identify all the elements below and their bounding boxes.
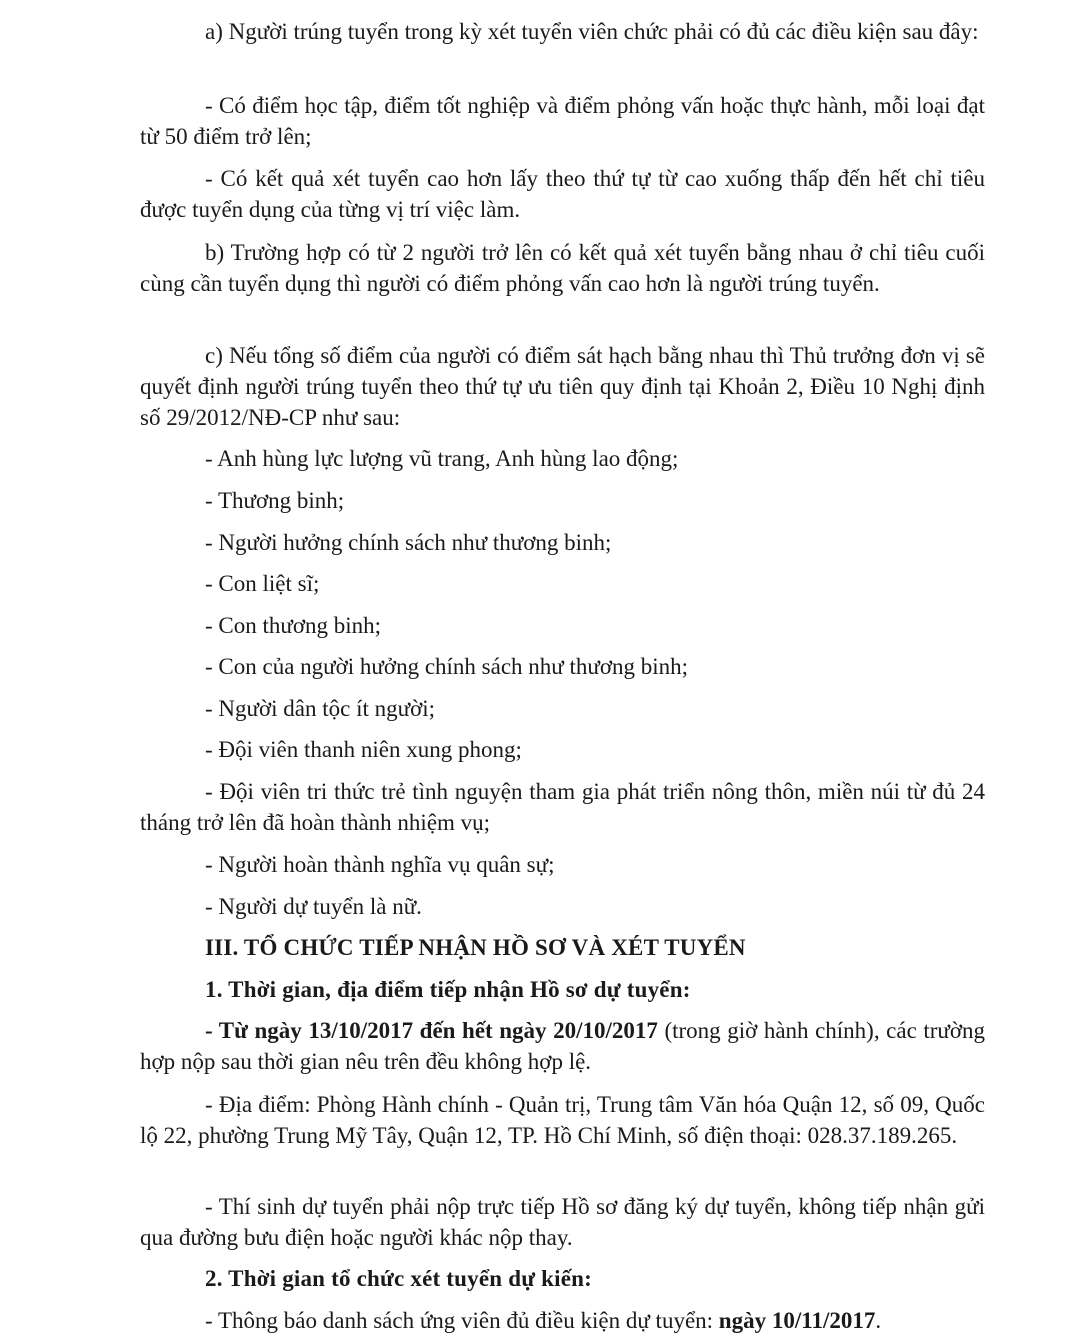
priority-item: - Người dân tộc ít người; — [205, 696, 436, 721]
priority-item: - Người dự tuyển là nữ. — [205, 894, 422, 919]
receiving-time-paragraph — [140, 1015, 985, 1077]
announcement-line — [205, 1305, 985, 1336]
priority-item-long: - Đội viên tri thức trẻ tình nguyện tham gia phát triển nông thôn, miền núi từ đủ 24 tháng trở lên đã hoàn thành nhiệm vụ; — [140, 779, 985, 835]
paragraph-c: c) Nếu tổng số điểm của người có điểm sát hạch bằng nhau thì Thủ trưởng đơn vị sẽ quyết định người trúng tuyển theo thứ tự ưu tiên quy định tại Khoản 2, Điều 10 Nghị định số 29/2012/NĐ-CP như sau: — [140, 343, 985, 430]
paragraph-b: b) Trường hợp có từ 2 người trở lên có kết quả xét tuyển bằng nhau ở chỉ tiêu cuối cùng cần tuyển dụng thì người có điểm phỏng vấn cao hơn là người trúng tuyển. — [140, 240, 985, 296]
section-title: III. TỔ CHỨC TIẾP NHẬN HỒ SƠ VÀ XÉT TUYỂN — [205, 935, 746, 960]
priority-item: - Đội viên thanh niên xung phong; — [205, 737, 522, 762]
priority-item: - Thương binh; — [205, 488, 345, 513]
announcement-text: - Thông báo danh sách ứng viên đủ điều kiện dự tuyển: — [205, 1308, 719, 1333]
paragraph-a-condition-1: - Có điểm học tập, điểm tốt nghiệp và điểm phỏng vấn hoặc thực hành, mỗi loại đạt từ 50 điểm trở lên; — [140, 93, 985, 149]
paragraph-a: a) Người trúng tuyển trong kỳ xét tuyển viên chức phải có đủ các điều kiện sau đây: — [205, 19, 979, 44]
subsection-1-title: 1. Thời gian, địa điểm tiếp nhận Hồ sơ dự tuyển: — [205, 977, 691, 1002]
priority-item: - Người hoàn thành nghĩa vụ quân sự; — [205, 852, 555, 877]
receiving-time-dates: - Từ ngày 13/10/2017 đến hết ngày 20/10/2017 — [205, 1018, 658, 1043]
receiving-time-note: (trong giờ hành chính), các trường hợp nộp sau thời gian nêu trên đều không hợp lệ. — [140, 1018, 986, 1074]
priority-item: - Con thương binh; — [205, 613, 382, 638]
subsection-2-title: 2. Thời gian tổ chức xét tuyển dự kiến: — [205, 1266, 592, 1291]
priority-item: - Người hưởng chính sách như thương binh; — [205, 530, 612, 555]
priority-item: - Anh hùng lực lượng vũ trang, Anh hùng lao động; — [205, 446, 679, 471]
submission-note-paragraph: - Thí sinh dự tuyển phải nộp trực tiếp Hồ sơ đăng ký dự tuyển, không tiếp nhận gửi qua đường bưu điện hoặc người khác nộp thay. — [140, 1194, 985, 1250]
receiving-place-paragraph: - Địa điểm: Phòng Hành chính - Quản trị, Trung tâm Văn hóa Quận 12, số 09, Quốc lộ 22, phường Trung Mỹ Tây, Quận 12, TP. Hồ Chí Minh, số điện thoại: 028.37.189.265. — [140, 1092, 985, 1148]
announcement-end: . — [875, 1308, 882, 1333]
paragraph-a-condition-2: - Có kết quả xét tuyển cao hơn lấy theo thứ tự từ cao xuống thấp đến hết chỉ tiêu được tuyển dụng của từng vị trí việc làm. — [140, 166, 985, 222]
priority-item: - Con liệt sĩ; — [205, 571, 320, 596]
announcement-date: ngày 10/11/2017 — [718, 1308, 876, 1333]
priority-item: - Con của người hưởng chính sách như thương binh; — [205, 654, 689, 679]
